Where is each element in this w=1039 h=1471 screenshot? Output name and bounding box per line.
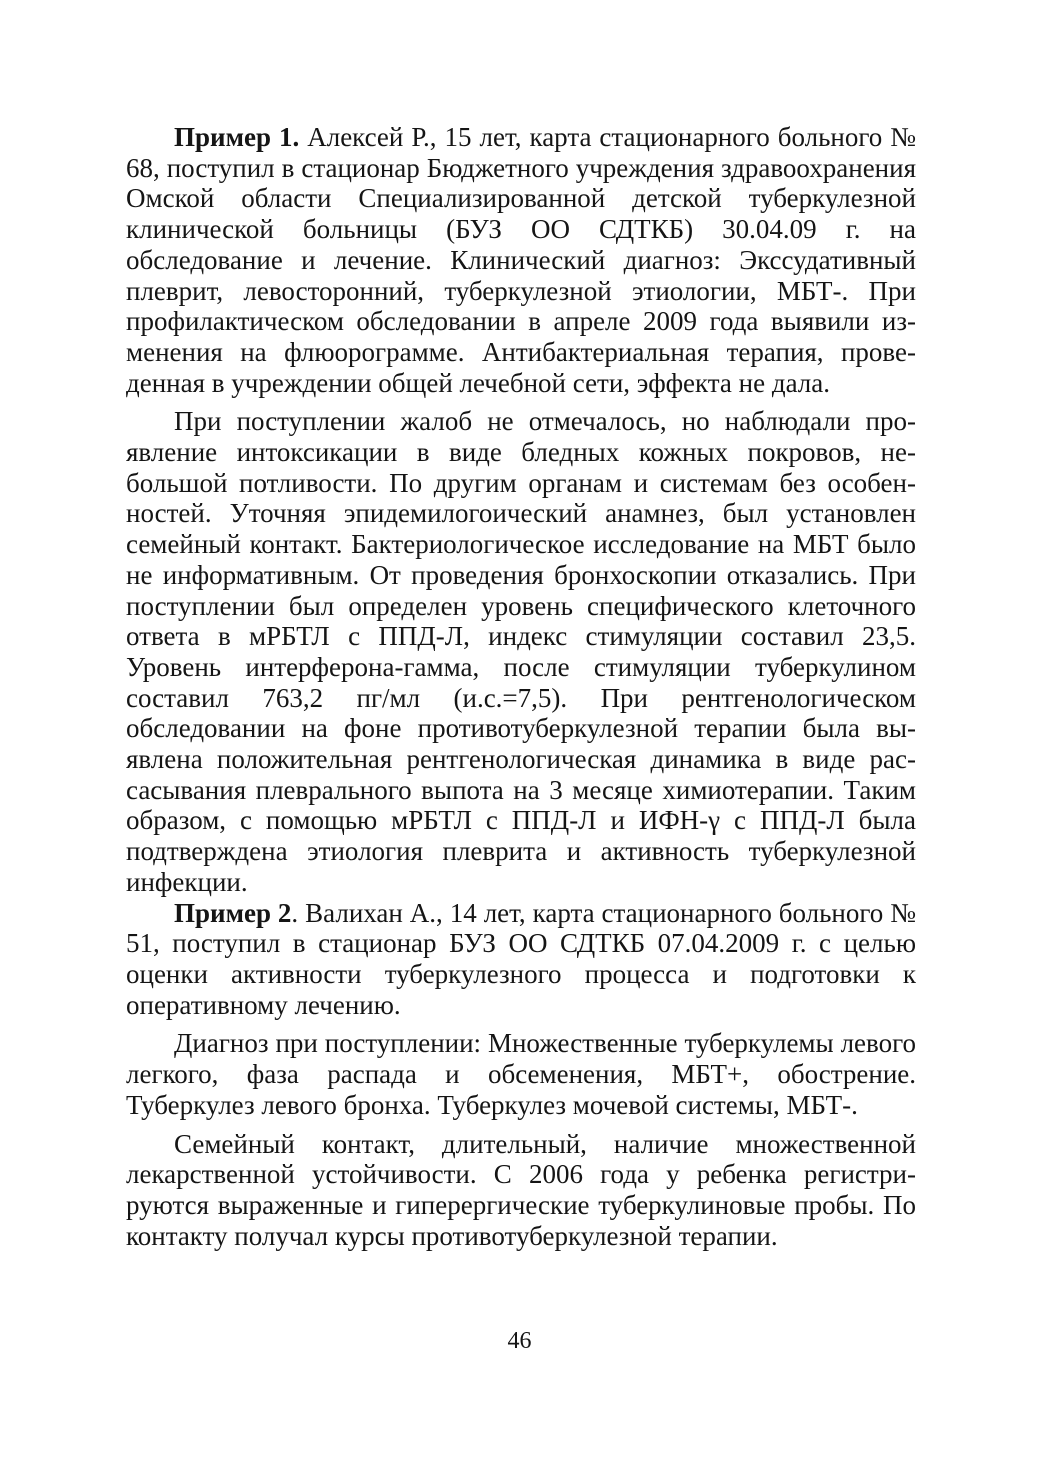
paragraph-admission — [126, 406, 916, 897]
paragraph-text: Диагноз при поступлении: Множественные туберкулемы левого легкого, фаза распада и обсеменения, МБТ+, обострение. Туберкулез левого бронха. Туберкулез мочевой системы, МБТ-. — [126, 1028, 916, 1120]
paragraph-text: При поступлении жалоб не отмечалось, но наблюдали проявление интоксикации в виде бледных кожных покровов, небольшой потливости. По другим органам и системам без особенностей. Уточняя эпидемилогоический анамнез, был установлен семейный контакт. Бактериологическое исследование на МБТ было не информативным. От проведения бронхоскопии отказались. При поступлении был определен уровень специфического клеточного ответа в мРБТЛ с ППД-Л, индекс стимуляции составил 23,5. Уровень интерферона-гамма, после стимуляции туберкулином составил 763,2 пг/мл (и.с.=7,5). При рентгенологическом обследовании на фоне противотуберкулезной терапии была выявлена положительная рентгенологическая динамика в виде рассасывания плеврального выпота на 3 месяце химиотерапии. Таким образом, с помощью мРБТЛ с ППД-Л и ИФН-γ с ППД-Л была подтверждена этиология плеврита и активность туберкулезной инфекции. — [126, 406, 916, 897]
paragraph-text: Алексей Р., 15 лет, карта стационарного больного № 68, поступил в стационар Бюджетного учреждения здравоохранения Омской области Специализированной детской туберкулезной клинической больницы (БУЗ ОО СДТКБ) 30.04.09 г. на обследование и лечение. Клинический диагноз: Экссудативный плеврит, левосторонний, туберкулезной этиологии, МБТ-. При профилактическом обследовании в апреле 2009 года выявили изменения на флюорограмме. Антибактериальная терапия, проведенная в учреждении общей лечебной сети, эффекта не дала. — [126, 122, 916, 398]
paragraph-example-1 — [126, 122, 916, 398]
paragraph-example-2 — [126, 898, 916, 1021]
example-2-heading: Пример 2 — [174, 897, 292, 928]
body-text — [126, 122, 916, 1251]
page-number: 46 — [507, 1328, 532, 1354]
paragraph-diagnosis — [126, 1028, 916, 1120]
paragraph-text: Семейный контакт, длительный, наличие множественной лекарственной устойчивости. С 2006 года у ребенка регистрируются выраженные и гиперергические туберкулиновые пробы. По контакту получал курсы противотуберкулезной терапии. — [126, 1128, 916, 1251]
paragraph-family-contact — [126, 1129, 916, 1252]
paragraph-text: . Валихан А., 14 лет, карта стационарного больного № 51, поступил в стационар БУЗ ОО СДТКБ 07.04.2009 г. с целью оценки активности туберкулезного процесса и подготовки к оперативному лечению. — [126, 897, 916, 1020]
example-1-heading: Пример 1. — [174, 122, 300, 152]
